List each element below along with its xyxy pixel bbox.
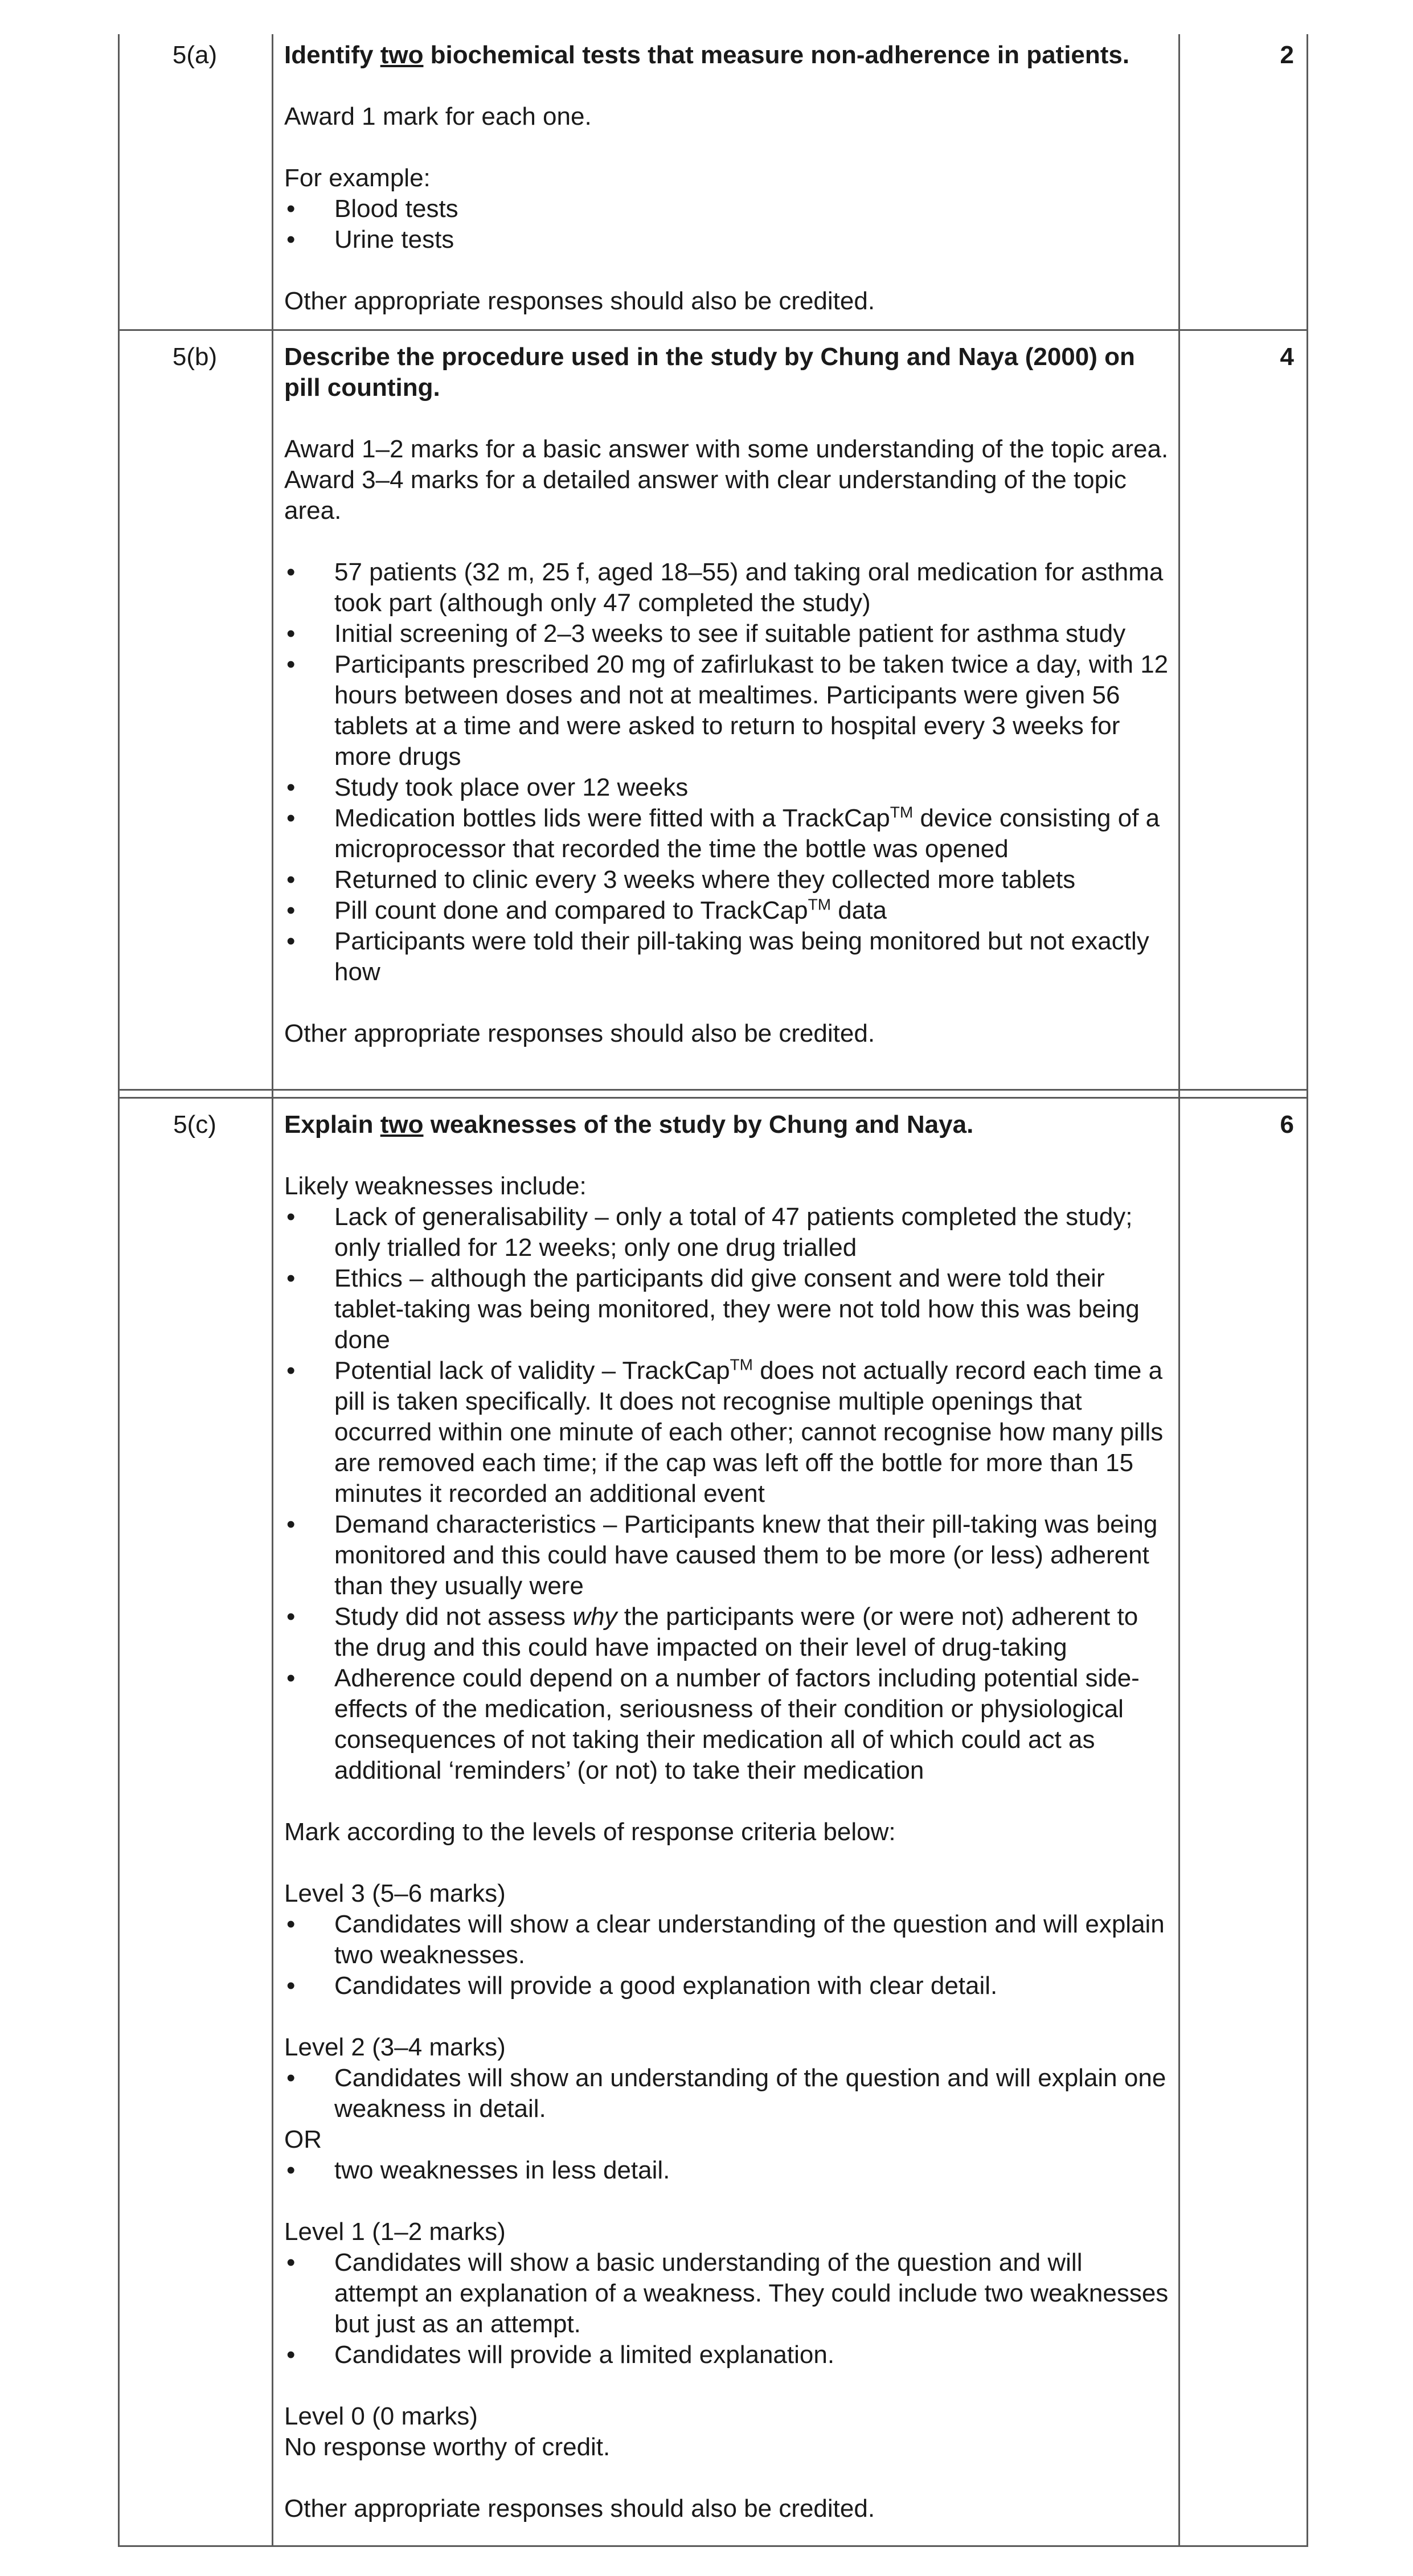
- list-item: • Pill count done and compared to TrackCap™ data: [284, 895, 1173, 926]
- level-1-title: Level 1 (1–2 marks): [284, 2218, 506, 2246]
- list-item: • Study took place over 12 weeks: [284, 772, 1173, 803]
- level-3-title: Level 3 (5–6 marks): [284, 1879, 506, 1907]
- credit-note: Other appropriate responses should also be credited.: [284, 1019, 875, 1047]
- list-item: • Medication bottles lids were fitted with a TrackCap™ device consisting of a microprocessor that recorded the time the bottle was opened: [284, 803, 1173, 865]
- table-right-border: [1306, 34, 1308, 2547]
- list-item: • Participants prescribed 20 mg of zafirlukast to be taken twice a day, with 12 hours between doses and not at mealtimes. Participants were given 56 tablets at a time and were asked to return to hospital every 3 weeks for more drugs: [284, 649, 1173, 772]
- table-left-border: [118, 34, 120, 2547]
- list-item: • Urine tests: [284, 224, 1173, 255]
- award-basic: Award 1–2 marks for a basic answer with some understanding of the topic area.: [284, 435, 1169, 463]
- level-2-list-a: [284, 2063, 1173, 2124]
- list-item: • Demand characteristics – Participants knew that their pill-taking was being monitored and this could have caused them to be more (or less) adherent than they usually were: [284, 1509, 1173, 1602]
- example-intro: For example:: [284, 164, 431, 192]
- level-0-text: No response worthy of credit.: [284, 2433, 611, 2461]
- question-text: Explain two weaknesses of the study by Chung and Naya.: [284, 1111, 974, 1138]
- list-item: • Study did not assess why the participants were (or were not) adherent to the drug and this could have impacted on their level of drug-taking: [284, 1602, 1173, 1663]
- list-item: • Returned to clinic every 3 weeks where they collected more tablets: [284, 865, 1173, 895]
- list-item: • Candidates will provide a good explanation with clear detail.: [284, 1971, 1173, 2001]
- list-item: • Candidates will show a clear understanding of the question and will explain two weaknesses.: [284, 1909, 1173, 1971]
- mark-scheme-table: [118, 34, 1308, 2552]
- procedure-list: [284, 557, 1173, 988]
- marks-value: 4: [1280, 343, 1294, 371]
- weaknesses-list: [284, 1202, 1173, 1786]
- row-divider-b-c-bottom: [118, 1097, 1308, 1099]
- list-item: • two weaknesses in less detail.: [284, 2155, 1173, 2186]
- level-2-or: OR: [284, 2125, 322, 2153]
- question-text: Describe the procedure used in the study by Chung and Naya (2000) on pill counting.: [284, 343, 1135, 402]
- question-number: 5(b): [172, 343, 218, 371]
- award-text: Award 1 mark for each one.: [284, 103, 592, 130]
- column-divider-number: [272, 34, 273, 2547]
- award-detailed: Award 3–4 marks for a detailed answer with clear understanding of the topic area.: [284, 466, 1127, 525]
- list-item: • Candidates will show an understanding of the question and will explain one weakness in detail.: [284, 2063, 1173, 2124]
- row-divider-b-c-top: [118, 1089, 1308, 1091]
- list-item: • Potential lack of validity – TrackCap™ does not actually record each time a pill is taken specifically. It does not recognise multiple openings that occurred within one minute of each other; cannot recognise how many pills are removed each time; if the cap was left off the bottle for more than 15 minutes it recorded an additional event: [284, 1355, 1173, 1509]
- question-number: 5(a): [172, 41, 218, 69]
- question-text: Identify two biochemical tests that measure non-adherence in patients.: [284, 41, 1130, 69]
- credit-note: Other appropriate responses should also be credited.: [284, 2495, 875, 2522]
- marks-value: 2: [1280, 41, 1294, 69]
- answer-guidance: [284, 1109, 1173, 2524]
- list-item: • 57 patients (32 m, 25 f, aged 18–55) and taking oral medication for asthma took part (although only 47 completed the study): [284, 557, 1173, 619]
- answer-guidance: [284, 342, 1173, 1049]
- column-divider-marks: [1178, 34, 1180, 2547]
- list-item: • Initial screening of 2–3 weeks to see if suitable patient for asthma study: [284, 619, 1173, 649]
- list-item: • Lack of generalisability – only a total of 47 patients completed the study; only trialled for 12 weeks; only one drug trialled: [284, 1202, 1173, 1263]
- level-2-title: Level 2 (3–4 marks): [284, 2033, 506, 2061]
- question-number: 5(c): [173, 1111, 216, 1138]
- table-bottom-border: [118, 2545, 1308, 2547]
- level-0-title: Level 0 (0 marks): [284, 2402, 478, 2430]
- list-item: • Adherence could depend on a number of factors including potential side-effects of the medication, seriousness of their condition or physiological consequences of not taking their medication all of which could act as additional ‘reminders’ (or not) to take their medication: [284, 1663, 1173, 1786]
- level-3-list: [284, 1909, 1173, 2001]
- example-list: [284, 194, 1173, 255]
- list-item: • Participants were told their pill-taking was being monitored but not exactly how: [284, 926, 1173, 988]
- level-2-list-b: [284, 2155, 1173, 2186]
- list-item: • Ethics – although the participants did give consent and were told their tablet-taking was being monitored, they were not told how this was being done: [284, 1263, 1173, 1355]
- level-1-list: [284, 2247, 1173, 2370]
- criteria-intro: Mark according to the levels of response criteria below:: [284, 1818, 896, 1846]
- credit-note: Other appropriate responses should also be credited.: [284, 287, 875, 315]
- list-item: • Blood tests: [284, 194, 1173, 224]
- answer-guidance: [284, 40, 1173, 317]
- list-item: • Candidates will provide a limited explanation.: [284, 2340, 1173, 2370]
- weaknesses-intro: Likely weaknesses include:: [284, 1172, 587, 1200]
- marks-value: 6: [1280, 1111, 1294, 1138]
- list-item: • Candidates will show a basic understanding of the question and will attempt an explanation of a weakness. They could include two weaknesses but just as an attempt.: [284, 2247, 1173, 2340]
- row-divider-a-b: [118, 329, 1308, 331]
